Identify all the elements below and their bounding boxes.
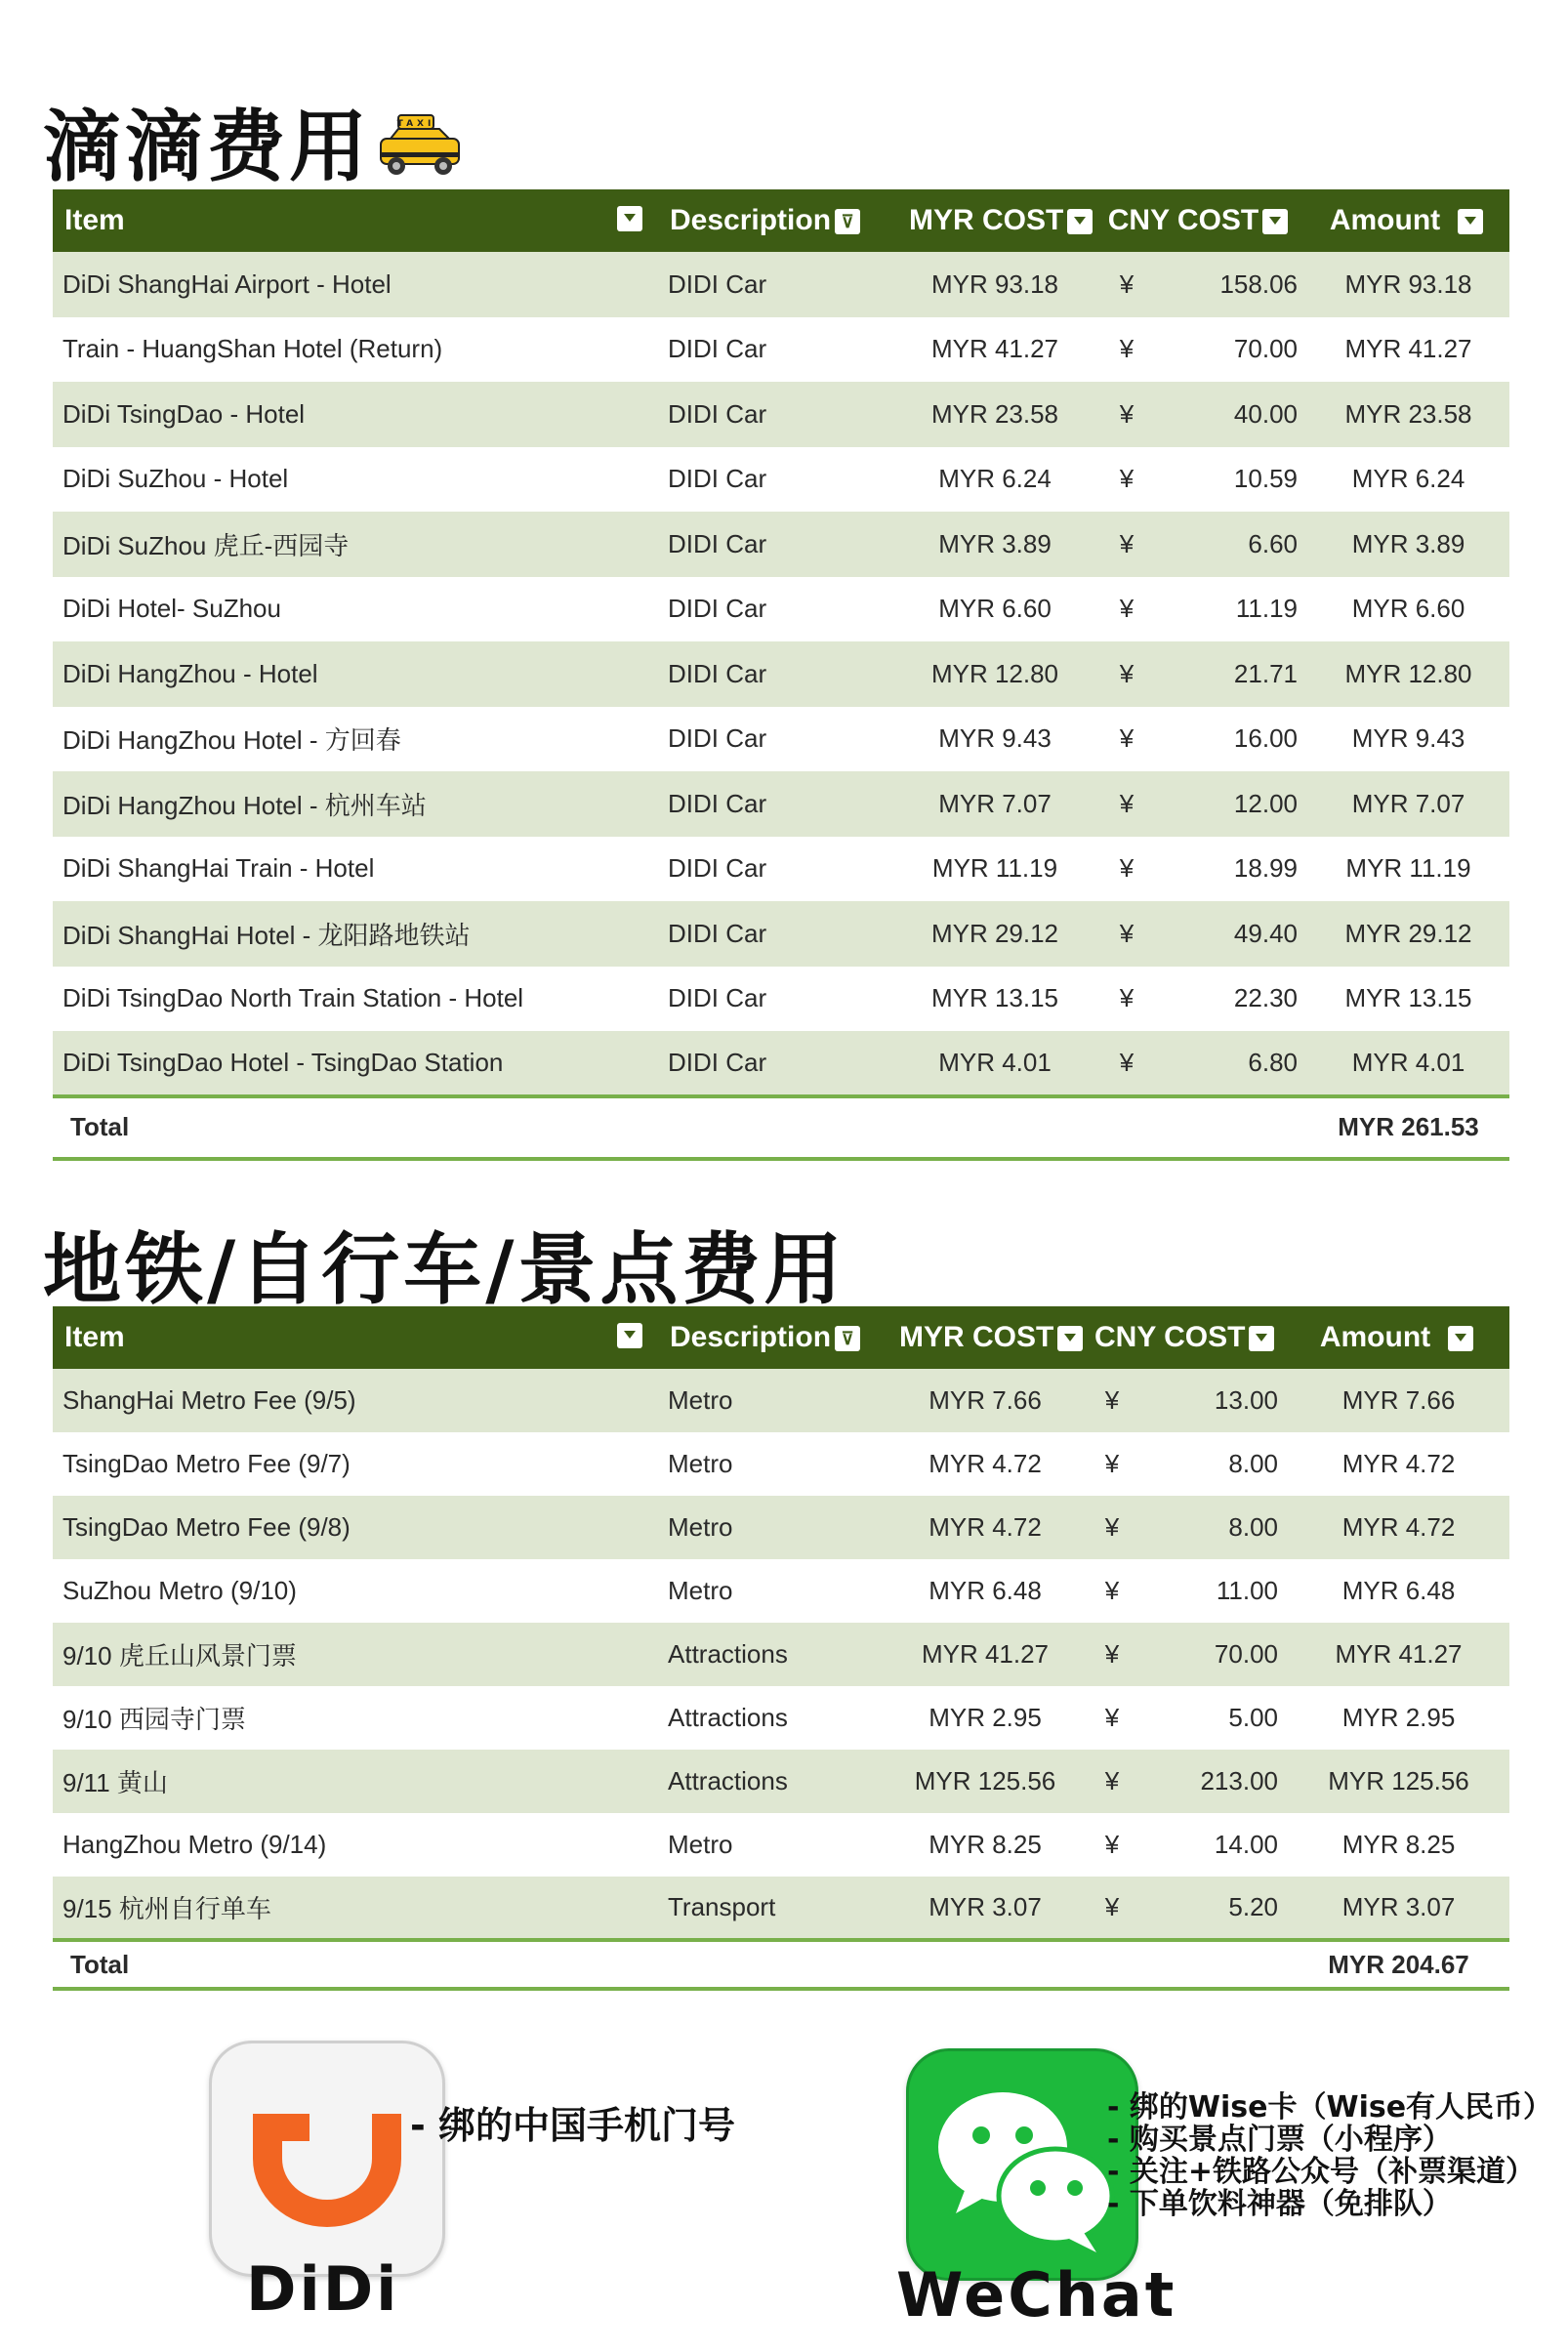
header-label: CNY COST: [1107, 204, 1259, 236]
cell-myr-cost: MYR 93.18: [930, 268, 1059, 299]
didi-app-name: DiDi: [246, 2253, 400, 2325]
dropdown-icon[interactable]: [1057, 1326, 1083, 1351]
filter-icon[interactable]: [835, 1326, 860, 1351]
cell-myr-cost: MYR 9.43: [938, 723, 1052, 754]
cell-item: DiDi TsingDao Hotel - TsingDao Station: [53, 1031, 658, 1096]
cell-item: DiDi TsingDao North Train Station - Hotel: [62, 983, 524, 1013]
cell-amount: MYR 23.58: [1344, 398, 1472, 429]
cell-description: Metro: [668, 1512, 733, 1542]
cell-myr-cost: MYR 125.56: [914, 1766, 1056, 1795]
dropdown-icon[interactable]: [617, 1323, 642, 1348]
wechat-note-line: - 关注+铁路公众号（补票渠道）: [1107, 2155, 1536, 2189]
wechat-note-line: - 绑的Wise卡（Wise有人民币）: [1107, 2090, 1553, 2125]
cell-description: DIDI Car: [668, 528, 767, 558]
didi-note: - 绑的中国手机门号: [410, 2104, 736, 2147]
cell-amount: MYR 41.27: [1335, 1639, 1463, 1669]
cell-description: DIDI Car: [668, 918, 767, 948]
wechat-note-line: - 购买景点门票（小程序）: [1107, 2123, 1452, 2157]
section-title-didi: [43, 84, 463, 200]
cell-cny-cost: 8.00: [1228, 1512, 1278, 1542]
cell-description: DIDI Car: [668, 853, 767, 884]
cell-cny-cost: 13.00: [1214, 1385, 1278, 1415]
cell-cny-cost: 213.00: [1200, 1766, 1278, 1795]
cell-myr-cost: MYR 8.25: [928, 1830, 1042, 1859]
table-row: [53, 901, 1509, 967]
cell-cny-cost: 5.20: [1141, 1877, 1288, 1940]
column-header-description[interactable]: [658, 189, 897, 252]
cell-amount: MYR 29.12: [1344, 918, 1472, 948]
column-header-item[interactable]: [53, 189, 658, 252]
table-row: [53, 1750, 1509, 1813]
cell-cny-cost: 11.19: [1235, 594, 1298, 624]
cell-myr-cost: MYR 6.48: [928, 1576, 1042, 1605]
taxi-icon: [377, 109, 463, 200]
cell-cny-cost: 158.06: [1219, 268, 1298, 299]
table-row: [53, 1623, 1509, 1686]
table-body: [53, 1369, 1509, 1940]
cell-yen: ¥: [1119, 788, 1135, 818]
cell-description: DIDI Car: [668, 334, 767, 364]
cell-item: 9/10 西园寺门票: [62, 1705, 246, 1734]
cell-yen: ¥: [1083, 1877, 1141, 1940]
cell-cny-cost: 16.00: [1233, 723, 1298, 754]
table-row: [53, 1031, 1509, 1096]
total-row: [53, 1940, 1509, 1989]
cell-yen: ¥: [1119, 334, 1135, 364]
cell-cny-cost: 12.00: [1233, 788, 1298, 818]
cell-description: DIDI Car: [668, 398, 767, 429]
cell-myr-cost: MYR 13.15: [930, 983, 1059, 1013]
cell-yen: ¥: [1119, 723, 1135, 754]
column-header-amount[interactable]: [1288, 1306, 1509, 1369]
cell-item: DiDi SuZhou - Hotel: [62, 464, 289, 494]
table-row: [53, 641, 1509, 707]
table-row: [53, 577, 1509, 642]
didi-expense-table: [53, 189, 1509, 1161]
cell-cny-cost: 22.30: [1233, 983, 1298, 1013]
cell-cny-cost: 11.00: [1216, 1576, 1278, 1605]
cell-myr-cost: MYR 4.72: [928, 1449, 1042, 1478]
cell-myr-cost: MYR 23.58: [930, 398, 1059, 429]
cell-item: ShangHai Metro Fee (9/5): [62, 1385, 356, 1415]
cell-yen: ¥: [1104, 1830, 1120, 1859]
section-title-text: 滴滴费用: [43, 102, 371, 192]
cell-yen: ¥: [1119, 464, 1135, 494]
cell-amount: MYR 41.27: [1344, 334, 1472, 364]
cell-cny-cost: 49.40: [1233, 918, 1298, 948]
header-label: CNY COST: [1094, 1321, 1246, 1353]
cell-amount: MYR 3.07: [1288, 1877, 1509, 1940]
cell-myr-cost: MYR 2.95: [928, 1703, 1042, 1732]
column-header-myr-cost[interactable]: [897, 189, 1093, 252]
header-label: Amount: [1319, 1321, 1431, 1353]
header-label: MYR COST: [899, 1321, 1054, 1353]
cell-amount: MYR 7.07: [1351, 788, 1465, 818]
column-header-cny-cost[interactable]: [1093, 189, 1307, 252]
cell-myr-cost: MYR 6.24: [938, 464, 1052, 494]
cell-yen: ¥: [1119, 983, 1135, 1013]
cell-amount: MYR 4.72: [1341, 1449, 1456, 1478]
column-header-amount[interactable]: [1307, 189, 1509, 252]
table-row: [53, 771, 1509, 837]
dropdown-icon[interactable]: [617, 206, 642, 231]
dropdown-icon[interactable]: [1067, 209, 1093, 234]
cell-cny-cost: 10.59: [1233, 464, 1298, 494]
cell-description: DIDI Car: [658, 1031, 897, 1096]
cell-item: DiDi ShangHai Airport - Hotel: [62, 268, 392, 299]
table-row: [53, 1686, 1509, 1750]
cell-description: DIDI Car: [668, 983, 767, 1013]
table-header-row: [53, 1306, 1509, 1369]
column-header-description[interactable]: [658, 1306, 887, 1369]
cell-myr-cost: MYR 41.27: [921, 1639, 1050, 1669]
cell-amount: MYR 3.89: [1351, 528, 1465, 558]
cell-description: DIDI Car: [668, 594, 767, 624]
cell-myr-cost: MYR 3.89: [938, 528, 1052, 558]
cell-amount: MYR 7.66: [1341, 1385, 1456, 1415]
cell-item: DiDi SuZhou 虎丘-西园寺: [62, 530, 350, 560]
cell-amount: MYR 6.60: [1351, 594, 1465, 624]
cell-amount: MYR 4.01: [1307, 1031, 1509, 1096]
cell-item: HangZhou Metro (9/14): [62, 1830, 327, 1859]
table-row: [53, 512, 1509, 577]
cell-description: Metro: [668, 1830, 733, 1859]
cell-yen: ¥: [1104, 1703, 1120, 1732]
header-label: Description: [670, 204, 832, 236]
total-label: Total: [53, 1940, 658, 1989]
header-label: Item: [64, 1321, 125, 1353]
cell-myr-cost: MYR 7.66: [928, 1385, 1042, 1415]
cell-yen: ¥: [1104, 1512, 1120, 1542]
total-amount: MYR 204.67: [1288, 1940, 1509, 1989]
cell-description: Attractions: [668, 1639, 788, 1669]
cell-cny-cost: 6.80: [1161, 1031, 1307, 1096]
column-header-cny-cost[interactable]: [1083, 1306, 1288, 1369]
cell-description: Attractions: [668, 1703, 788, 1732]
cell-cny-cost: 18.99: [1233, 853, 1298, 884]
header-label: Item: [64, 204, 125, 236]
cell-yen: ¥: [1104, 1766, 1120, 1795]
table-header-row: [53, 189, 1509, 252]
cell-yen: ¥: [1093, 1031, 1161, 1096]
cell-description: DIDI Car: [668, 788, 767, 818]
cell-amount: MYR 9.43: [1351, 723, 1465, 754]
cell-item: 9/15 杭州自行单车: [53, 1877, 658, 1940]
cell-myr-cost: MYR 4.01: [897, 1031, 1093, 1096]
table-row: [53, 1559, 1509, 1623]
cell-item: DiDi ShangHai Hotel - 龙阳路地铁站: [62, 920, 471, 950]
cell-amount: MYR 6.24: [1351, 464, 1465, 494]
didi-app-block: [209, 2041, 445, 2277]
cell-item: 9/11 黄山: [62, 1768, 168, 1797]
wechat-app-name: WeChat: [896, 2259, 1177, 2331]
table-row: [53, 252, 1509, 317]
cell-cny-cost: 8.00: [1228, 1449, 1278, 1478]
cell-myr-cost: MYR 29.12: [930, 918, 1059, 948]
cell-description: Transport: [658, 1877, 887, 1940]
cell-item: DiDi ShangHai Train - Hotel: [62, 853, 375, 884]
wechat-note-line: - 下单饮料神器（免排队）: [1107, 2187, 1452, 2221]
header-label: Amount: [1329, 204, 1441, 236]
table-row: [53, 1496, 1509, 1559]
cell-amount: MYR 125.56: [1328, 1766, 1469, 1795]
cell-yen: ¥: [1119, 853, 1135, 884]
table-row: [53, 1877, 1509, 1940]
dropdown-icon[interactable]: [1448, 1326, 1473, 1351]
cell-yen: ¥: [1119, 918, 1135, 948]
cell-myr-cost: MYR 11.19: [931, 853, 1058, 884]
svg-text:TAXI: TAXI: [396, 119, 435, 129]
cell-item: DiDi HangZhou Hotel - 杭州车站: [62, 790, 427, 820]
cell-amount: MYR 2.95: [1341, 1703, 1456, 1732]
table-row: [53, 1369, 1509, 1432]
cell-yen: ¥: [1119, 658, 1135, 688]
cell-description: Metro: [668, 1576, 733, 1605]
cell-item: TsingDao Metro Fee (9/8): [62, 1512, 351, 1542]
cell-yen: ¥: [1119, 268, 1135, 299]
cell-cny-cost: 21.71: [1233, 658, 1298, 688]
cell-description: Metro: [668, 1385, 733, 1415]
wechat-notes: [1107, 2091, 1552, 2220]
cell-myr-cost: MYR 3.07: [887, 1877, 1083, 1940]
cell-description: Attractions: [668, 1766, 788, 1795]
dropdown-icon[interactable]: [1249, 1326, 1274, 1351]
metro-expense-table: [53, 1306, 1509, 1991]
table-row: [53, 967, 1509, 1032]
section-title-metro: [43, 1207, 846, 1319]
cell-amount: MYR 6.48: [1341, 1576, 1456, 1605]
dropdown-icon[interactable]: [1262, 209, 1288, 234]
total-label: Total: [53, 1096, 658, 1159]
section-title-text: 地铁/自行车/景点费用: [43, 1224, 846, 1315]
column-header-item[interactable]: [53, 1306, 658, 1369]
cell-yen: ¥: [1104, 1576, 1120, 1605]
cell-yen: ¥: [1119, 528, 1135, 558]
didi-app-icon[interactable]: [209, 2041, 445, 2277]
cell-amount: MYR 4.72: [1341, 1512, 1456, 1542]
cell-description: DIDI Car: [668, 268, 767, 299]
cell-cny-cost: 14.00: [1214, 1830, 1278, 1859]
cell-yen: ¥: [1104, 1385, 1120, 1415]
cell-myr-cost: MYR 7.07: [938, 788, 1052, 818]
cell-item: TsingDao Metro Fee (9/7): [62, 1449, 351, 1478]
cell-item: Train - HuangShan Hotel (Return): [62, 334, 443, 364]
table-row: [53, 707, 1509, 772]
cell-item: DiDi HangZhou Hotel - 方回春: [62, 725, 401, 756]
cell-myr-cost: MYR 4.72: [928, 1512, 1042, 1542]
wechat-app-icon[interactable]: [906, 2048, 1138, 2281]
cell-cny-cost: 5.00: [1228, 1703, 1278, 1732]
wechat-app-block: [906, 2048, 1138, 2281]
cell-cny-cost: 40.00: [1233, 398, 1298, 429]
cell-amount: MYR 93.18: [1344, 268, 1472, 299]
table-row: [53, 1432, 1509, 1496]
cell-myr-cost: MYR 6.60: [938, 594, 1052, 624]
cell-amount: MYR 12.80: [1344, 658, 1472, 688]
cell-amount: MYR 8.25: [1341, 1830, 1456, 1859]
cell-amount: MYR 11.19: [1345, 853, 1471, 884]
table-row: [53, 317, 1509, 383]
header-label: MYR COST: [909, 204, 1064, 236]
cell-item: 9/10 虎丘山风景门票: [62, 1641, 297, 1671]
table-row: [53, 837, 1509, 902]
cell-description: DIDI Car: [668, 658, 767, 688]
cell-cny-cost: 70.00: [1233, 334, 1298, 364]
cell-yen: ¥: [1104, 1639, 1120, 1669]
cell-description: Metro: [668, 1449, 733, 1478]
cell-item: DiDi TsingDao - Hotel: [62, 398, 306, 429]
filter-icon[interactable]: [835, 209, 860, 234]
table-row: [53, 1813, 1509, 1877]
cell-yen: ¥: [1104, 1449, 1120, 1478]
cell-myr-cost: MYR 12.80: [930, 658, 1059, 688]
cell-description: DIDI Car: [668, 464, 767, 494]
cell-amount: MYR 13.15: [1344, 983, 1472, 1013]
cell-myr-cost: MYR 41.27: [930, 334, 1059, 364]
header-label: Description: [670, 1321, 832, 1353]
cell-item: SuZhou Metro (9/10): [62, 1576, 297, 1605]
cell-cny-cost: 70.00: [1214, 1639, 1278, 1669]
dropdown-icon[interactable]: [1458, 209, 1483, 234]
total-row: [53, 1096, 1509, 1159]
cell-description: DIDI Car: [668, 723, 767, 754]
column-header-myr-cost[interactable]: [887, 1306, 1083, 1369]
table-body: [53, 252, 1509, 1096]
table-row: [53, 447, 1509, 513]
cell-yen: ¥: [1119, 398, 1135, 429]
cell-yen: ¥: [1119, 594, 1135, 624]
cell-cny-cost: 6.60: [1248, 528, 1298, 558]
table-row: [53, 382, 1509, 447]
cell-item: DiDi Hotel- SuZhou: [62, 594, 281, 624]
cell-item: DiDi HangZhou - Hotel: [62, 658, 318, 688]
total-amount: MYR 261.53: [1307, 1096, 1509, 1159]
